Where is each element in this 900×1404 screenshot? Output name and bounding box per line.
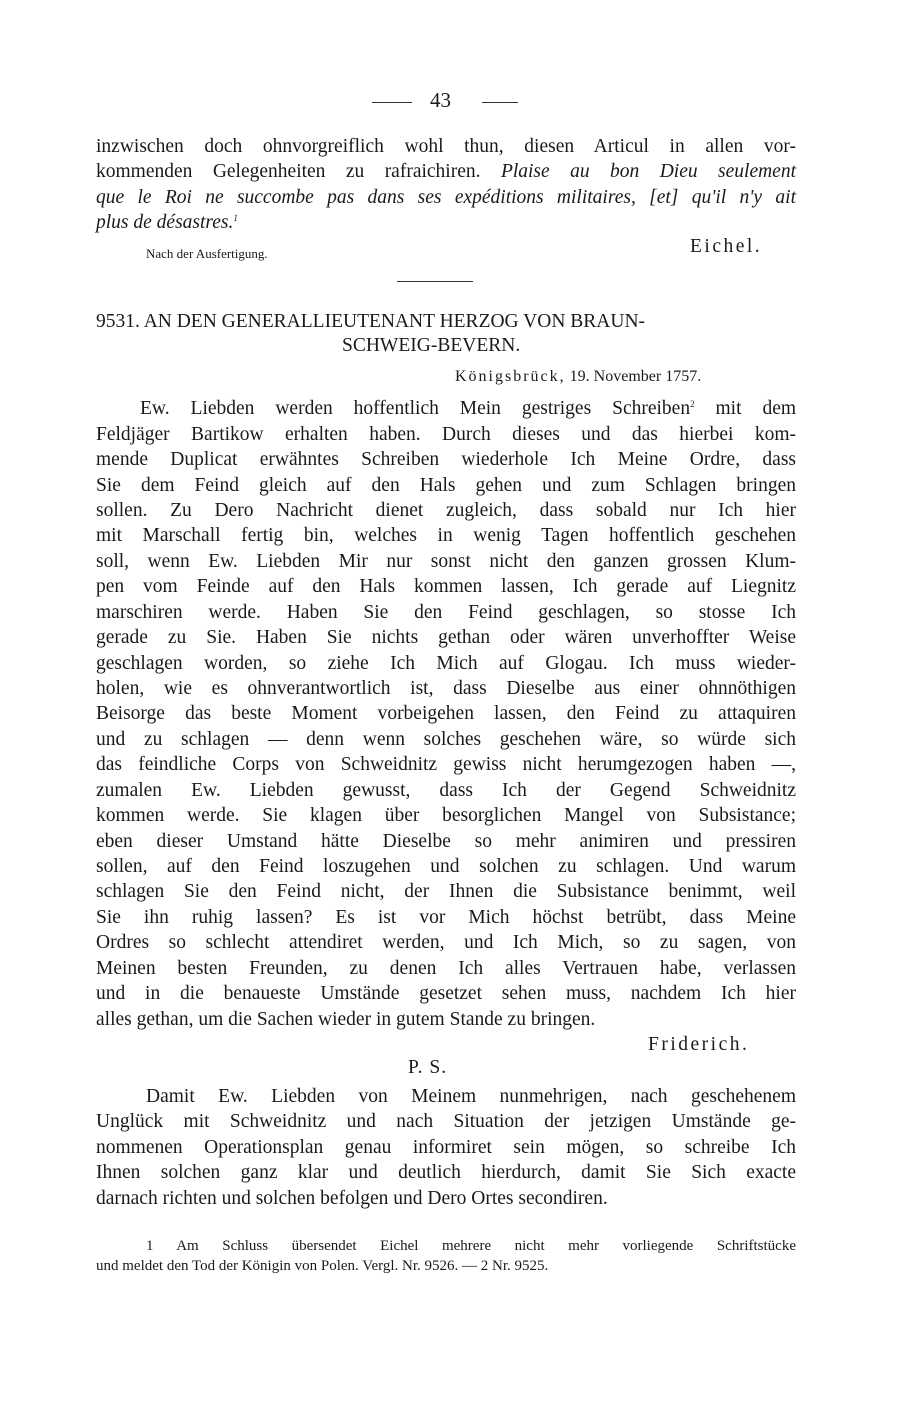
french-quote: Plaise au bon Dieu seulement xyxy=(500,161,797,182)
source-note: Nach der Ausfertigung. xyxy=(146,246,268,261)
place: Königsbrück, xyxy=(455,368,566,385)
body-line xyxy=(140,396,796,421)
body-line: geschlagen worden, so ziehe Ich Mich auf Glogau. Ich muss wieder- xyxy=(96,653,796,674)
body-line: Sie dem Feind gleich auf den Hals gehen und zum Schlagen bringen xyxy=(96,475,796,496)
ps-line: darnach richten und solchen befolgen und Dero Ortes secondiren. xyxy=(96,1188,608,1209)
body-line: Feldjäger Bartikow erhalten haben. Durch dieses und das hierbei kom- xyxy=(96,424,796,445)
letter-heading xyxy=(96,311,796,333)
letter-number: 9531. xyxy=(96,311,140,332)
continuation-line: inzwischen doch ohnvorgreiflich wohl thun, diesen Articul in allen vor- xyxy=(96,136,796,157)
body-line: Sie ihn ruhig lassen? Es ist vor Mich höchst betrübt, dass Meine xyxy=(96,907,796,928)
header-rule-right xyxy=(482,102,518,103)
continuation-text: kommenden Gelegenheiten zu rafraichiren. xyxy=(96,161,481,182)
body-line: gerade zu Sie. Haben Sie nichts gethan oder wären unverhoffter Weise xyxy=(96,627,796,648)
body-line: Ordres so schlecht attendiret werden, und Ich Mich, so zu sagen, von xyxy=(96,932,796,953)
section-divider xyxy=(397,281,473,282)
body-line: schlagen Sie den Feind nicht, der Ihnen die Subsistance benimmt, weil xyxy=(96,881,796,902)
body-line: und zu schlagen — denn wenn solches geschehen wäre, so würde sich xyxy=(96,729,796,750)
body-line: mende Duplicat erwähntes Schreiben wiederhole Ich Meine Ordre, dass xyxy=(96,449,796,470)
french-quote-line: que le Roi ne succombe pas dans ses expéditions militaires, [et] qu'il n'y ait xyxy=(96,187,796,208)
place-date xyxy=(455,368,701,386)
body-line: und in die benaueste Umstände gesetzet sehen muss, nachdem Ich hier xyxy=(96,983,796,1004)
body-line: kommen werde. Sie klagen über besorglichen Mangel von Subsistance; xyxy=(96,805,796,826)
body-text: mit dem xyxy=(715,398,797,419)
ps-line: Unglück mit Schweidnitz und nach Situation der jetzigen Umstände ge- xyxy=(96,1111,796,1132)
body-text: Ew. Liebden werden hoffentlich Mein gestriges Schreiben xyxy=(140,398,691,419)
body-line: mit Marschall fertig bin, welches in wenig Tagen hoffentlich geschehen xyxy=(96,525,796,546)
continuation-line xyxy=(96,159,796,184)
header-rule-left xyxy=(372,102,412,103)
body-line: marschiren werde. Haben Sie den Feind geschlagen, so stosse Ich xyxy=(96,602,796,623)
ps-heading: P. S. xyxy=(408,1057,448,1078)
letter-recipient-cont: SCHWEIG-BEVERN. xyxy=(342,335,521,356)
body-line: sollen, auf den Feind loszugehen und solchen zu schlagen. Und warum xyxy=(96,856,796,877)
body-line: sollen. Zu Dero Nachricht dienet zugleich, dass sobald nur Ich hier xyxy=(96,500,796,521)
footnote-ref: 1 xyxy=(233,213,238,223)
footnote-line: 1 Am Schluss übersendet Eichel mehrere nicht mehr vorliegende Schriftstücke xyxy=(146,1238,796,1254)
french-quote-end: plus de désastres. xyxy=(96,212,234,233)
footnote-line: und meldet den Tod der Königin von Polen. Vergl. Nr. 9526. — 2 Nr. 9525. xyxy=(96,1258,549,1274)
footnote-ref: 2 xyxy=(690,399,695,409)
body-line: soll, wenn Ew. Liebden Mir nur sonst nicht den ganzen grossen Klum- xyxy=(96,551,796,572)
body-line: Meinen besten Freunden, zu denen Ich alles Vertrauen habe, verlassen xyxy=(96,958,796,979)
date: 19. November 1757. xyxy=(569,368,702,385)
letter-recipient: AN DEN GENERALLIEUTENANT HERZOG VON BRAUN- xyxy=(143,311,646,332)
body-line: das feindliche Corps von Schweidnitz gewiss nicht herumgezogen haben —, xyxy=(96,754,796,775)
body-line: zumalen Ew. Liebden gewusst, dass Ich der Gegend Schweidnitz xyxy=(96,780,796,801)
french-quote-line xyxy=(96,210,796,235)
body-line: eben dieser Umstand hätte Dieselbe so mehr animiren und pressiren xyxy=(96,831,796,852)
body-line: pen vom Feinde auf den Hals kommen lassen, Ich gerade auf Liegnitz xyxy=(96,576,796,597)
ps-line: Damit Ew. Liebden von Meinem nunmehrigen, nach geschehenem xyxy=(146,1086,796,1107)
signature-friderich: Friderich. xyxy=(648,1034,750,1055)
signature-eichel: Eichel. xyxy=(690,236,763,257)
ps-line: nommenen Operationsplan genau informiret sein mögen, so schreibe Ich xyxy=(96,1137,796,1158)
body-line: alles gethan, um die Sachen wieder in gutem Stande zu bringen. xyxy=(96,1009,596,1030)
ps-line: Ihnen solchen ganz klar und deutlich hierdurch, damit Sie Sich exacte xyxy=(96,1162,796,1183)
body-line: holen, wie es ohnverantwortlich ist, dass Dieselbe aus einer ohnnöthigen xyxy=(96,678,796,699)
page-number: 43 xyxy=(430,88,451,112)
body-line: Beisorge das beste Moment vorbeigehen lassen, den Feind zu attaquiren xyxy=(96,703,796,724)
